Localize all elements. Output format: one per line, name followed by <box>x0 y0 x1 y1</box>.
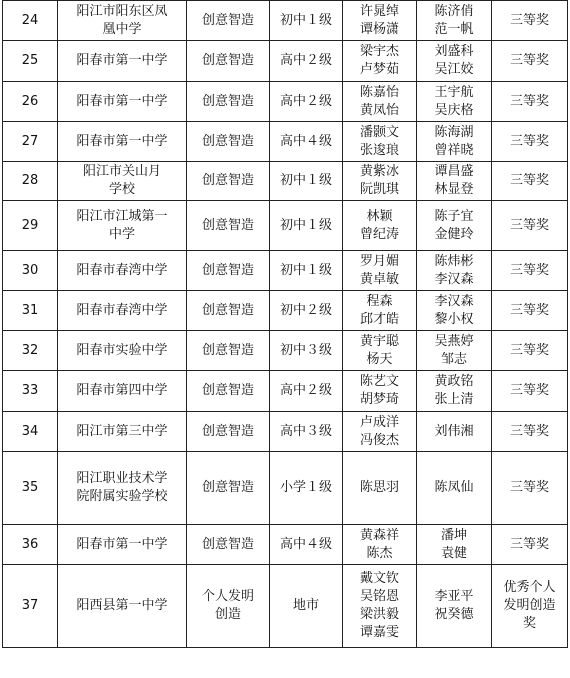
teachers-cell <box>417 122 492 162</box>
award-cell-line: 三等奖 <box>509 302 549 318</box>
award-table <box>2 0 568 648</box>
category-cell <box>187 251 270 291</box>
school-cell <box>58 122 187 162</box>
school-cell-line: 阳江市江城第一 <box>76 208 168 224</box>
category-cell <box>187 412 270 452</box>
students-cell-line: 张逡琅 <box>359 142 399 158</box>
level-cell <box>270 371 343 412</box>
students-cell-line: 许晁绰 <box>359 3 399 19</box>
students-cell <box>343 291 417 331</box>
school-cell-line: 学校 <box>108 182 135 197</box>
award-cell <box>492 82 568 122</box>
students-cell <box>343 162 417 201</box>
row-number-cell: 32 <box>3 331 58 371</box>
teachers-cell-line: 吴燕婷 <box>434 333 474 349</box>
category-cell <box>187 452 270 525</box>
students-cell-line: 邱才皓 <box>359 311 399 327</box>
students-cell <box>343 525 417 565</box>
students-cell-line: 程森 <box>366 293 393 309</box>
teachers-cell-line: 陈炜彬 <box>434 253 474 269</box>
table-row <box>3 162 568 201</box>
school-cell-line: 凰中学 <box>102 21 142 37</box>
school-cell-line: 阳春市第四中学 <box>76 383 168 398</box>
teachers-cell-line: 袁健 <box>440 545 467 561</box>
award-cell-line: 三等奖 <box>509 133 549 149</box>
teachers-cell <box>417 41 492 82</box>
category-cell-line: 创意智造 <box>201 93 254 109</box>
teachers-cell-line: 刘伟湘 <box>434 423 474 439</box>
level-cell <box>270 331 343 371</box>
row-number-cell: 36 <box>3 525 58 565</box>
category-cell-line: 创意智造 <box>201 423 254 439</box>
school-cell-line: 阳江市第三中学 <box>76 423 168 439</box>
students-cell-line: 吴铭恩 <box>359 589 399 604</box>
row-number-cell: 25 <box>3 41 58 82</box>
school-cell <box>58 525 187 565</box>
category-cell-line: 创意智造 <box>201 536 254 552</box>
school-cell-line: 阳春市第一中学 <box>76 133 168 149</box>
award-cell-line: 三等奖 <box>509 217 549 233</box>
level-cell-line: 地市 <box>292 598 319 613</box>
award-cell-line: 三等奖 <box>509 93 549 109</box>
award-cell <box>492 331 568 371</box>
students-cell <box>343 565 417 648</box>
category-cell <box>187 162 270 201</box>
row-number-cell: 35 <box>3 452 58 525</box>
students-cell-line: 潘颢文 <box>359 124 399 140</box>
level-cell-line: 初中１级 <box>279 12 332 28</box>
level-cell <box>270 525 343 565</box>
teachers-cell-line: 潘坤 <box>440 527 467 543</box>
award-cell-line: 三等奖 <box>509 536 549 552</box>
teachers-cell-line: 李汉森 <box>434 271 474 287</box>
teachers-cell-line: 陈济俏 <box>434 3 474 19</box>
students-cell-line: 阮凯琪 <box>359 182 399 197</box>
students-cell-line: 黄宇聪 <box>359 333 399 349</box>
teachers-cell <box>417 371 492 412</box>
award-cell <box>492 412 568 452</box>
row-number-cell: 28 <box>3 162 58 201</box>
level-cell-line: 初中１级 <box>279 262 332 278</box>
table-row <box>3 412 568 452</box>
teachers-cell <box>417 82 492 122</box>
students-cell-line: 陈思羽 <box>359 480 399 495</box>
students-cell-line: 谭杨潇 <box>359 21 399 37</box>
category-cell-line: 创意智造 <box>201 383 254 398</box>
level-cell-line: 高中３级 <box>279 423 332 439</box>
award-cell <box>492 201 568 251</box>
students-cell <box>343 122 417 162</box>
table-row <box>3 291 568 331</box>
teachers-cell <box>417 1 492 41</box>
students-cell-line: 谭嘉雯 <box>359 625 399 640</box>
table-row <box>3 122 568 162</box>
row-number-cell: 30 <box>3 251 58 291</box>
level-cell <box>270 452 343 525</box>
category-cell-line: 创意智造 <box>201 480 254 495</box>
students-cell <box>343 331 417 371</box>
award-cell <box>492 162 568 201</box>
level-cell-line: 高中２级 <box>279 53 332 68</box>
level-cell <box>270 82 343 122</box>
school-cell <box>58 331 187 371</box>
level-cell <box>270 41 343 82</box>
teachers-cell <box>417 565 492 648</box>
award-cell <box>492 452 568 525</box>
row-number-cell: 26 <box>3 82 58 122</box>
level-cell <box>270 412 343 452</box>
award-cell-line: 三等奖 <box>509 480 549 495</box>
students-cell-line: 罗月媚 <box>359 253 399 269</box>
level-cell-line: 初中１级 <box>279 217 332 233</box>
category-cell <box>187 201 270 251</box>
students-cell <box>343 251 417 291</box>
award-cell-line: 三等奖 <box>509 342 549 358</box>
award-table-body <box>3 1 568 648</box>
category-cell-line: 创意智造 <box>201 217 254 233</box>
school-cell-line: 阳春市春湾中学 <box>76 302 168 318</box>
teachers-cell-line: 祝癸德 <box>434 607 474 622</box>
category-cell-line: 创意智造 <box>201 262 254 278</box>
students-cell-line: 杨天 <box>366 351 393 367</box>
level-cell-line: 小学１级 <box>279 480 332 495</box>
level-cell <box>270 162 343 201</box>
school-cell-line: 阳西县第一中学 <box>76 598 168 613</box>
school-cell <box>58 251 187 291</box>
level-cell <box>270 291 343 331</box>
students-cell-line: 黄凤怡 <box>359 102 399 118</box>
teachers-cell-line: 邹志 <box>440 351 467 367</box>
students-cell-line: 林颖 <box>366 208 393 224</box>
table-row <box>3 251 568 291</box>
category-cell-line: 个人发明 <box>201 589 254 604</box>
level-cell-line: 高中４级 <box>279 133 332 149</box>
category-cell <box>187 565 270 648</box>
category-cell <box>187 371 270 412</box>
students-cell <box>343 41 417 82</box>
row-number-cell: 34 <box>3 412 58 452</box>
school-cell <box>58 162 187 201</box>
category-cell-line: 创意智造 <box>201 12 254 28</box>
table-row <box>3 201 568 251</box>
award-cell <box>492 41 568 82</box>
teachers-cell <box>417 162 492 201</box>
table-row <box>3 82 568 122</box>
level-cell <box>270 1 343 41</box>
category-cell-line: 创意智造 <box>201 53 254 68</box>
school-cell-line: 阳春市第一中学 <box>76 536 168 552</box>
school-cell <box>58 412 187 452</box>
award-cell-line: 奖 <box>522 616 536 631</box>
row-number-cell: 24 <box>3 1 58 41</box>
students-cell-line: 冯俊杰 <box>359 432 399 448</box>
award-cell <box>492 525 568 565</box>
students-cell-line: 陈杰 <box>366 545 393 561</box>
teachers-cell-line: 王宇航 <box>434 84 474 100</box>
level-cell-line: 初中２级 <box>279 302 332 318</box>
category-cell <box>187 122 270 162</box>
table-row <box>3 371 568 412</box>
category-cell-line: 创意智造 <box>201 302 254 318</box>
row-number-cell: 29 <box>3 201 58 251</box>
teachers-cell <box>417 291 492 331</box>
students-cell-line: 曾纪涛 <box>359 226 399 242</box>
table-row <box>3 1 568 41</box>
teachers-cell-line: 林显登 <box>434 182 474 197</box>
school-cell-line: 阳春市第一中学 <box>76 53 168 68</box>
students-cell-line: 黄紫冰 <box>359 164 399 179</box>
teachers-cell <box>417 251 492 291</box>
teachers-cell <box>417 452 492 525</box>
school-cell-line: 院附属实验学校 <box>76 489 168 504</box>
category-cell-line: 创意智造 <box>201 342 254 358</box>
award-cell-line: 三等奖 <box>509 12 549 28</box>
teachers-cell-line: 张上清 <box>434 392 474 407</box>
table-row <box>3 565 568 648</box>
students-cell-line: 黄森祥 <box>359 527 399 543</box>
school-cell <box>58 565 187 648</box>
teachers-cell-line: 黎小权 <box>434 311 474 327</box>
award-cell <box>492 291 568 331</box>
students-cell-line: 梁宇杰 <box>359 44 399 59</box>
level-cell-line: 高中２级 <box>279 383 332 398</box>
students-cell-line: 卢成洋 <box>359 414 399 430</box>
level-cell <box>270 565 343 648</box>
row-number-cell: 27 <box>3 122 58 162</box>
category-cell <box>187 1 270 41</box>
teachers-cell-line: 陈凤仙 <box>434 480 474 495</box>
level-cell <box>270 122 343 162</box>
category-cell-line: 创造 <box>214 607 241 622</box>
award-cell <box>492 371 568 412</box>
category-cell <box>187 291 270 331</box>
level-cell-line: 高中４级 <box>279 536 332 552</box>
school-cell-line: 阳春市实验中学 <box>76 342 168 358</box>
students-cell <box>343 371 417 412</box>
school-cell <box>58 201 187 251</box>
award-cell-line: 优秀个人 <box>503 580 556 595</box>
category-cell <box>187 82 270 122</box>
teachers-cell-line: 曾祥晓 <box>434 142 474 158</box>
level-cell-line: 高中２级 <box>279 93 332 109</box>
level-cell <box>270 251 343 291</box>
school-cell <box>58 452 187 525</box>
level-cell-line: 初中３级 <box>279 342 332 358</box>
teachers-cell-line: 吴江姣 <box>434 62 474 77</box>
category-cell <box>187 331 270 371</box>
teachers-cell <box>417 201 492 251</box>
students-cell <box>343 452 417 525</box>
students-cell <box>343 1 417 41</box>
teachers-cell-line: 范一帆 <box>434 21 474 37</box>
teachers-cell-line: 陈子宜 <box>434 208 474 224</box>
award-cell <box>492 1 568 41</box>
school-cell-line: 中学 <box>108 226 135 242</box>
school-cell-line: 阳江职业技术学 <box>76 471 168 486</box>
row-number-cell: 33 <box>3 371 58 412</box>
category-cell-line: 创意智造 <box>201 133 254 149</box>
award-cell-line: 三等奖 <box>509 173 549 188</box>
teachers-cell-line: 李亚平 <box>434 589 474 604</box>
school-cell-line: 阳春市春湾中学 <box>76 262 168 278</box>
row-number-cell: 31 <box>3 291 58 331</box>
students-cell-line: 陈嘉怡 <box>359 84 399 100</box>
row-number-cell: 37 <box>3 565 58 648</box>
school-cell <box>58 41 187 82</box>
table-row <box>3 41 568 82</box>
table-row <box>3 331 568 371</box>
students-cell <box>343 201 417 251</box>
school-cell-line: 阳江市阳东区凤 <box>76 3 168 19</box>
students-cell-line: 卢梦茹 <box>359 62 399 77</box>
award-cell-line: 三等奖 <box>509 53 549 68</box>
students-cell <box>343 82 417 122</box>
students-cell-line: 胡梦琦 <box>359 392 399 407</box>
category-cell <box>187 41 270 82</box>
category-cell-line: 创意智造 <box>201 173 254 188</box>
school-cell-line: 阳春市第一中学 <box>76 93 168 109</box>
teachers-cell-line: 陈海湖 <box>434 124 474 140</box>
award-cell-line: 三等奖 <box>509 383 549 398</box>
school-cell <box>58 291 187 331</box>
award-cell-line: 三等奖 <box>509 262 549 278</box>
teachers-cell <box>417 331 492 371</box>
students-cell <box>343 412 417 452</box>
teachers-cell <box>417 412 492 452</box>
category-cell <box>187 525 270 565</box>
school-cell <box>58 82 187 122</box>
teachers-cell-line: 金健玲 <box>434 226 474 242</box>
award-cell <box>492 251 568 291</box>
table-row <box>3 525 568 565</box>
award-cell <box>492 122 568 162</box>
school-cell <box>58 371 187 412</box>
teachers-cell-line: 李汉森 <box>434 293 474 309</box>
students-cell-line: 黄卓敏 <box>359 271 399 287</box>
level-cell <box>270 201 343 251</box>
school-cell-line: 阳江市关山月 <box>82 164 161 179</box>
teachers-cell-line: 刘盛科 <box>434 44 474 59</box>
students-cell-line: 陈艺文 <box>359 374 399 389</box>
school-cell <box>58 1 187 41</box>
teachers-cell <box>417 525 492 565</box>
table-row <box>3 452 568 525</box>
level-cell-line: 初中１级 <box>279 173 332 188</box>
teachers-cell-line: 谭昌盛 <box>434 164 474 179</box>
award-cell-line: 三等奖 <box>509 423 549 439</box>
teachers-cell-line: 黄政铭 <box>434 374 474 389</box>
award-cell <box>492 565 568 648</box>
students-cell-line: 戴文钦 <box>359 571 399 586</box>
students-cell-line: 梁洪毅 <box>359 607 399 622</box>
award-cell-line: 发明创造 <box>503 598 556 613</box>
teachers-cell-line: 吴庆格 <box>434 102 474 118</box>
